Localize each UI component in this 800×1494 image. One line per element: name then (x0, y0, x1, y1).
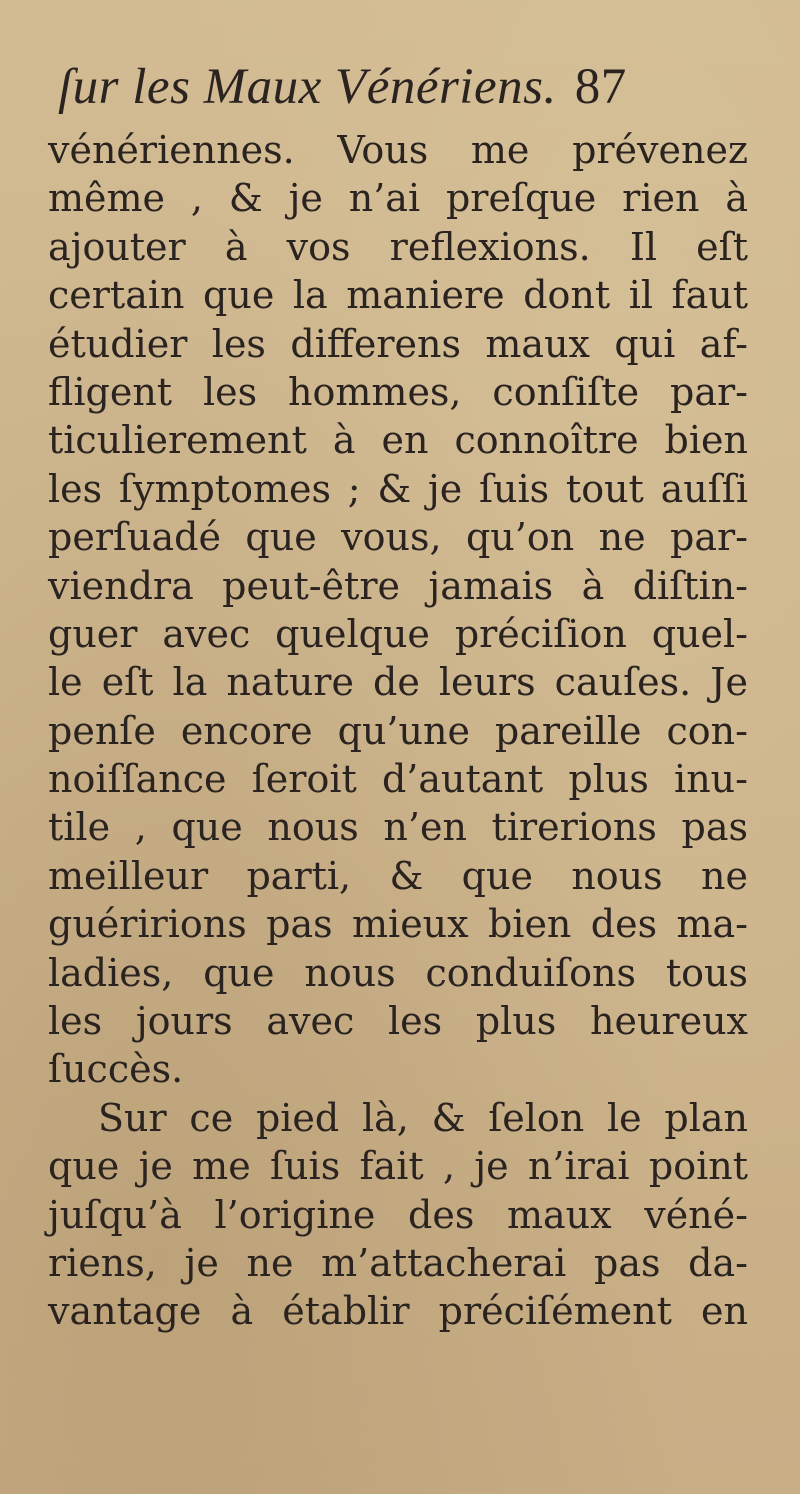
text-line: tile , que nous n’en tirerions pas (48, 805, 748, 850)
text-line: même , & je n’ai preſque rien à (48, 176, 748, 221)
text-line: que je me ſuis fait , je n’irai point (48, 1144, 748, 1189)
running-head (58, 58, 698, 116)
text-line: perſuadé que vous, qu’on ne par- (48, 515, 748, 560)
text-line: noiſſance ſeroit d’autant plus inu- (48, 757, 748, 802)
text-line: riens, je ne m’attacherai pas da- (48, 1240, 748, 1285)
text-line: les ſymptomes ; & je ſuis tout auſſi (48, 466, 748, 511)
text-line: guéririons pas mieux bien des ma- (48, 902, 748, 947)
text-line: guer avec quelque préciſion quel- (48, 611, 748, 656)
text-line: vantage à établir préciſément en (48, 1289, 748, 1334)
text-line: fligent les hommes, conſiſte par- (48, 369, 748, 414)
text-line: certain que la maniere dont il faut (48, 273, 748, 318)
text-line: vénériennes. Vous me prévenez (48, 128, 748, 172)
text-line: juſqu’à l’origine des maux véné- (48, 1192, 748, 1237)
text-line: ticulierement à en connoître bien (48, 418, 748, 463)
text-line: ajouter à vos reflexions. Il eſt (48, 224, 748, 269)
text-line: Sur ce pied là, & ſelon le plan (98, 1095, 748, 1140)
text-line: ladies, que nous conduiſons tous (48, 950, 748, 995)
text-line: penſe encore qu’une pareille con- (48, 708, 748, 753)
text-line: viendra peut-être jamais à diſtin- (48, 563, 748, 608)
text-line: ſuccès. (48, 1047, 184, 1092)
text-line: les jours avec les plus heureux (48, 999, 748, 1044)
text-line: le eſt la nature de leurs cauſes. Je (48, 660, 748, 705)
body-text (48, 126, 748, 1336)
page-number: 87 (574, 59, 627, 115)
text-line: meilleur parti, & que nous ne (48, 853, 748, 898)
text-line: étudier les differens maux qui af- (48, 321, 748, 366)
running-head-title: ſur les Maux Vénériens. (58, 59, 557, 115)
